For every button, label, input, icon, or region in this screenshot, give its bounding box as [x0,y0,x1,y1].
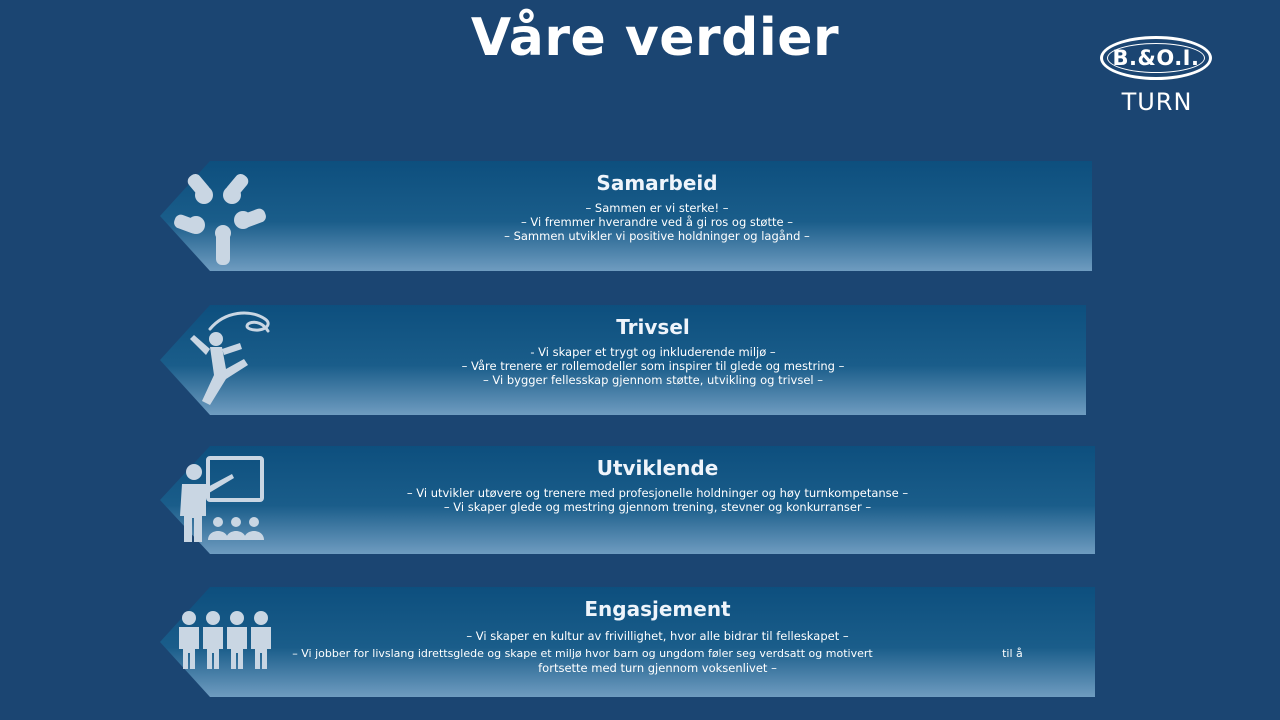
value-line: – Våre trenere er rollemodeller som inspirer til glede og mestring – [461,359,845,373]
value-title: Engasjement [584,597,731,621]
value-line: – Sammen er vi sterke! – [585,201,729,215]
value-card-trivsel [160,305,1086,415]
value-title: Utviklende [596,456,719,480]
teacher-whiteboard-icon [174,454,274,546]
page-title: Våre verdier [470,8,840,68]
value-line: – Vi jobber for livslang idrettsglede og skape et miljø hvor barn og ungdom føler seg verdsatt og motivert til å [292,647,1023,660]
value-line: - Vi skaper et trygt og inkluderende miljø – [530,345,776,359]
value-card-engasjement [160,587,1095,697]
value-line: fortsette med turn gjennom voksenlivet – [538,661,777,675]
value-line: – Vi skaper en kultur av frivillighet, hvor alle bidrar til felleskapet – [466,629,849,643]
rhythmic-gymnast-icon [170,309,280,411]
value-line: – Vi bygger fellesskap gjennom støtte, utvikling og trivsel – [482,373,824,387]
logo-subtitle: TURN [1121,88,1193,116]
value-line: – Vi fremmer hverandre ved å gi ros og støtte – [521,215,793,229]
value-card-samarbeid [160,161,1092,271]
value-line: – Vi utvikler utøvere og trenere med profesjonelle holdninger og høy turnkompetanse – [406,486,909,500]
logo-name: B.&O.I. [1112,46,1200,70]
hands-together-icon [168,165,278,267]
value-card-utviklende [160,446,1095,554]
value-title: Samarbeid [596,171,718,195]
value-line: – Vi skaper glede og mestring gjennom trening, stevner og konkurranser – [443,500,872,514]
value-title: Trivsel [616,315,690,339]
value-line: – Sammen utvikler vi positive holdninger og lagånd – [504,229,810,243]
club-logo [1098,36,1218,118]
logo-oval [1100,36,1212,80]
